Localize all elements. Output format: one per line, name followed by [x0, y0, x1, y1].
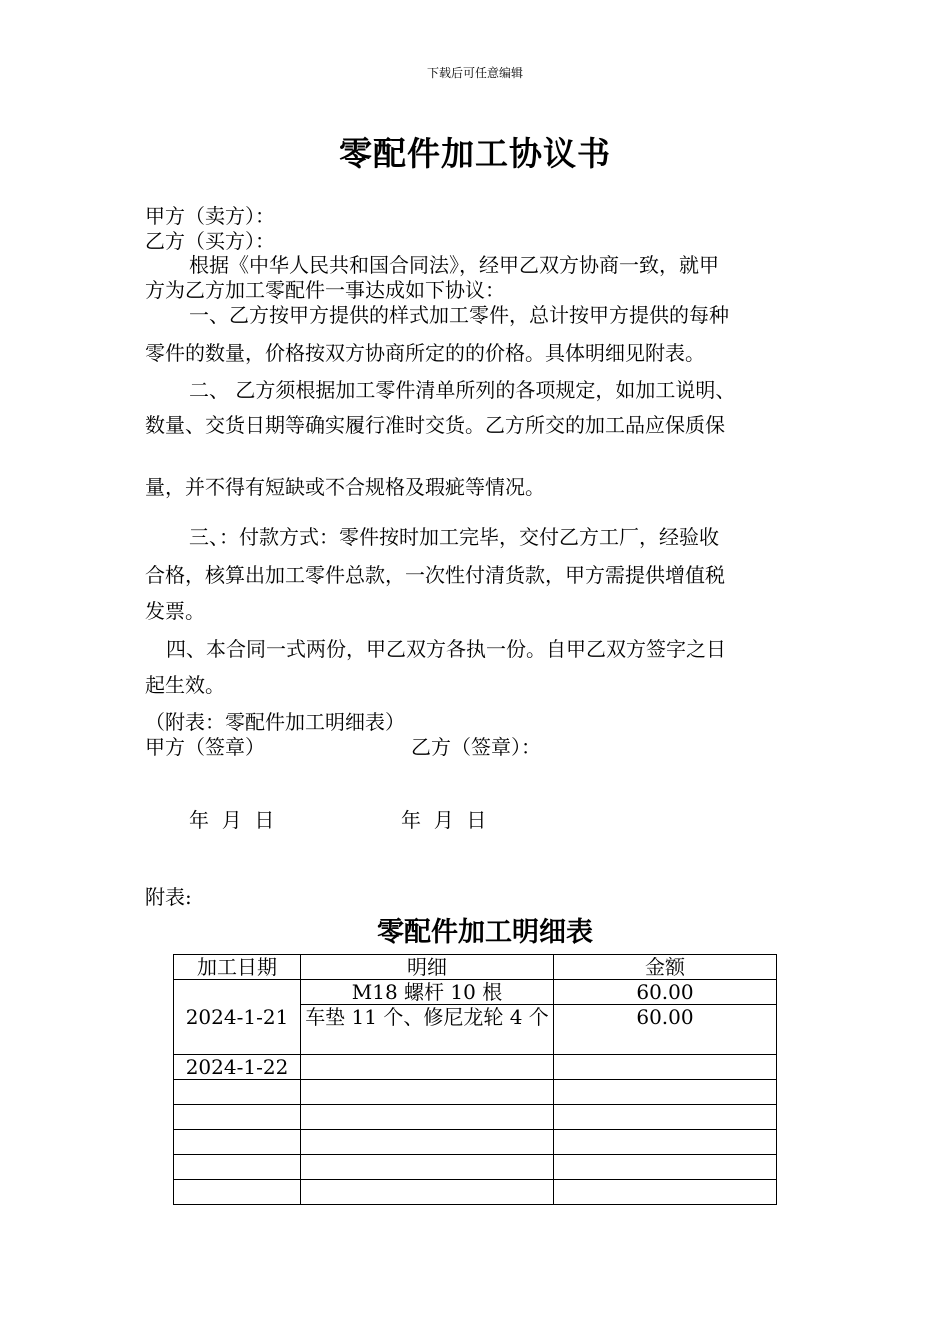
clause3-line-1: 三、：付款方式：零件按时加工完毕，交付乙方工厂，经验收 — [189, 525, 719, 549]
clause2-line-3: 量，并不得有短缺或不合规格及瑕疵等情况。 — [145, 475, 545, 499]
date-party-b: 年 月 日 — [401, 808, 487, 832]
clause2-line-1: 二、 乙方须根据加工零件清单所列的各项规定，如加工说明、 — [189, 378, 736, 402]
table-cell-amount — [554, 1055, 777, 1080]
table-row-empty — [174, 1180, 777, 1205]
attachment-label: 附表: — [145, 885, 192, 909]
clause3-line-2: 合格，核算出加工零件总款，一次性付清货款，甲方需提供增值税 — [145, 563, 725, 587]
header-note: 下载后可任意编辑 — [426, 66, 523, 80]
table-cell-date: 2024-1-21 — [174, 980, 301, 1055]
intro-line-1: 根据《中华人民共和国合同法》，经甲乙双方协商一致，就甲 — [189, 253, 719, 277]
table-row — [174, 980, 777, 1005]
date-party-a: 年 月 日 — [189, 808, 275, 832]
clause4-line-1: 四、本合同一式两份，甲乙双方各执一份。自甲乙双方签字之日 — [166, 637, 726, 661]
document-title: 零配件加工协议书 — [339, 134, 611, 173]
signature-party-a: 甲方（签章） — [145, 735, 265, 759]
header-amount: 金额 — [554, 955, 777, 980]
clause3-line-3: 发票。 — [145, 599, 205, 623]
table-cell-detail: M18 螺杆 10 根 — [301, 980, 554, 1005]
clause1-line-1: 一、乙方按甲方提供的样式加工零件，总计按甲方提供的每种 — [189, 303, 729, 327]
clause1-line-2: 零件的数量，价格按双方协商所定的的价格。具体明细见附表。 — [145, 341, 705, 365]
clause2-line-2: 数量、交货日期等确实履行准时交货。乙方所交的加工品应保质保 — [145, 413, 725, 437]
table-cell-detail: 车垫 11 个、修尼龙轮 4 个 — [301, 1005, 554, 1055]
attachment-note: （附表：零配件加工明细表） — [145, 710, 405, 734]
table-row-empty — [174, 1105, 777, 1130]
signature-party-b: 乙方（签章）： — [411, 735, 541, 759]
header-date: 加工日期 — [174, 955, 301, 980]
clause4-line-2: 起生效。 — [145, 673, 225, 697]
table-row — [174, 1055, 777, 1080]
table-cell-amount: 60.00 — [554, 980, 777, 1005]
table-cell-date: 2024-1-22 — [174, 1055, 301, 1080]
intro-line-2: 方为乙方加工零配件一事达成如下协议： — [145, 278, 505, 302]
table-cell-amount: 60.00 — [554, 1005, 777, 1055]
table-title: 零配件加工明细表 — [377, 917, 593, 948]
table-row-empty — [174, 1130, 777, 1155]
party-a-line: 甲方（卖方）： — [145, 204, 275, 228]
detail-table — [173, 954, 777, 1205]
table-header-row — [174, 955, 777, 980]
party-b-line: 乙方（买方）： — [145, 229, 275, 253]
table-row-empty — [174, 1080, 777, 1105]
table-cell-detail — [301, 1055, 554, 1080]
header-detail: 明细 — [301, 955, 554, 980]
table-row-empty — [174, 1155, 777, 1180]
